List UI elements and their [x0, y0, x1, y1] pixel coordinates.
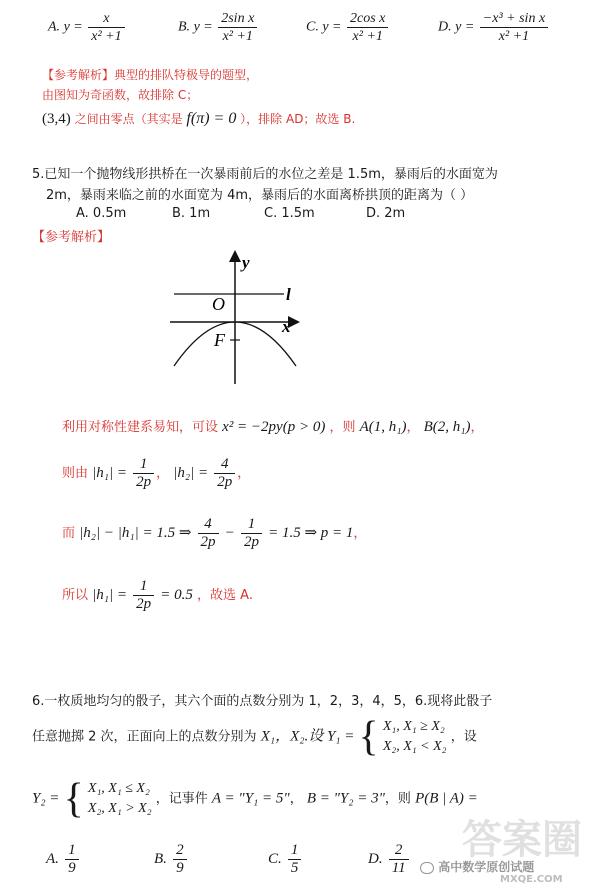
q5-solution-line1: 利用对称性建系易知，可设 x² = −2py(p > 0) ，则 A(1, h₁)， B(2, h₁)，: [62, 419, 484, 435]
q6-option-b: B. $\frac{2}{9}$: [154, 842, 189, 877]
q5-parabola-figure: [160, 248, 310, 388]
x-axis-label: x: [282, 317, 291, 336]
q6-brace-2: {: [63, 776, 84, 822]
q6-brace-1: {: [358, 714, 379, 760]
q4-options-row: [48, 10, 568, 54]
q6-option-a: A. $\frac{1}{9}$: [46, 842, 81, 877]
origin-label: O: [212, 294, 225, 314]
focus-label: F: [214, 330, 225, 350]
q5-option-b: B. 1m: [172, 206, 211, 221]
q4-analysis-line2: (3,4) 之间由零点（其实是 f(π) = 0 ），排除 AD；故选 B.: [42, 110, 356, 127]
q5-analysis-title: 【参考解析】: [32, 230, 111, 245]
q5-stem-line2: 2m，暴雨来临之前的水面宽为 4m，暴雨后的水面离桥拱顶的距离为（ ）: [46, 188, 474, 203]
q4-option-a: A. y = $\frac{x}{\text{x² +1}}$: [48, 10, 127, 45]
q4-option-b: B. y = $\frac{\text{2sin x}}{\text{x² +1}}$: [178, 10, 259, 45]
q5-option-a: A. 0.5m: [76, 206, 127, 221]
q5-solution-line2: 则由 |h₁| = $\frac{1}{2p}$ ， |h₂| = $\frac{4}{2p}$ ，: [62, 456, 251, 490]
y-axis-label: y: [242, 253, 250, 272]
q6-option-c: C. $\frac{1}{5}$: [268, 842, 303, 877]
q4-option-d: D. y = $\frac{\text{−x³ + sin x}}{\text{x² +1}}$: [438, 10, 550, 45]
q4-analysis-title: 【参考解析】典型的排队特极导的题型，: [42, 68, 259, 82]
q4-option-c: C. y = $\frac{\text{2cos x}}{\text{x² +1}}$: [306, 10, 390, 45]
watermark-url: MXQE.COM: [500, 874, 563, 885]
q6-cases-1: X₁, X₁ ≥ X₂ X₂, X₁ < X₂: [382, 719, 447, 754]
q6-stem-line1: 6.一枚质地均匀的骰子，其六个面的点数分别为 1，2，3，4，5，6.现将此骰子: [32, 694, 493, 709]
q5-options: [76, 206, 436, 224]
q6-stem-line3: Y₂ = { X₁, X₁ ≤ X₂ X₂, X₁ > X₂ ，记事件 A = "Y₁ = 5"， B = "Y₂ = 3"，则 P(B | A) =: [32, 776, 478, 822]
q4-analysis-line1: 由图知为奇函数，故排除 C；: [42, 88, 199, 102]
line-l-label: l: [286, 285, 291, 304]
q5-option-d: D. 2m: [366, 206, 406, 221]
q6-cases-2: X₁, X₁ ≤ X₂ X₂, X₁ > X₂: [87, 781, 152, 816]
watermark-caption: 高中数学原创试题: [420, 858, 534, 875]
wechat-icon: [420, 862, 434, 874]
q5-solution-line3: 而 |h₂| − |h₁| = 1.5 ⇒ $\frac{4}{2p}$ − $\frac{1}{2p}$ = 1.5 ⇒ p = 1，: [62, 516, 367, 550]
q5-option-c: C. 1.5m: [264, 206, 315, 221]
q6-stem-line2: 任意抛掷 2 次，正面向上的点数分别为 X₁，X₂.设 Y₁ = { X₁, X₁ ≥ X₂ X₂, X₁ < X₂ ，设: [32, 714, 477, 760]
q5-stem-line1: 5.已知一个抛物线形拱桥在一次暴雨前后的水位之差是 1.5m，暴雨后的水面宽为: [32, 167, 498, 182]
q6-option-d: D. $\frac{2}{11}$: [368, 842, 411, 877]
watermark-logo: 答案圈: [462, 817, 582, 863]
q5-solution-line4: 所以 |h₁| = $\frac{1}{2p}$ = 0.5 ，故选 A.: [62, 578, 253, 612]
